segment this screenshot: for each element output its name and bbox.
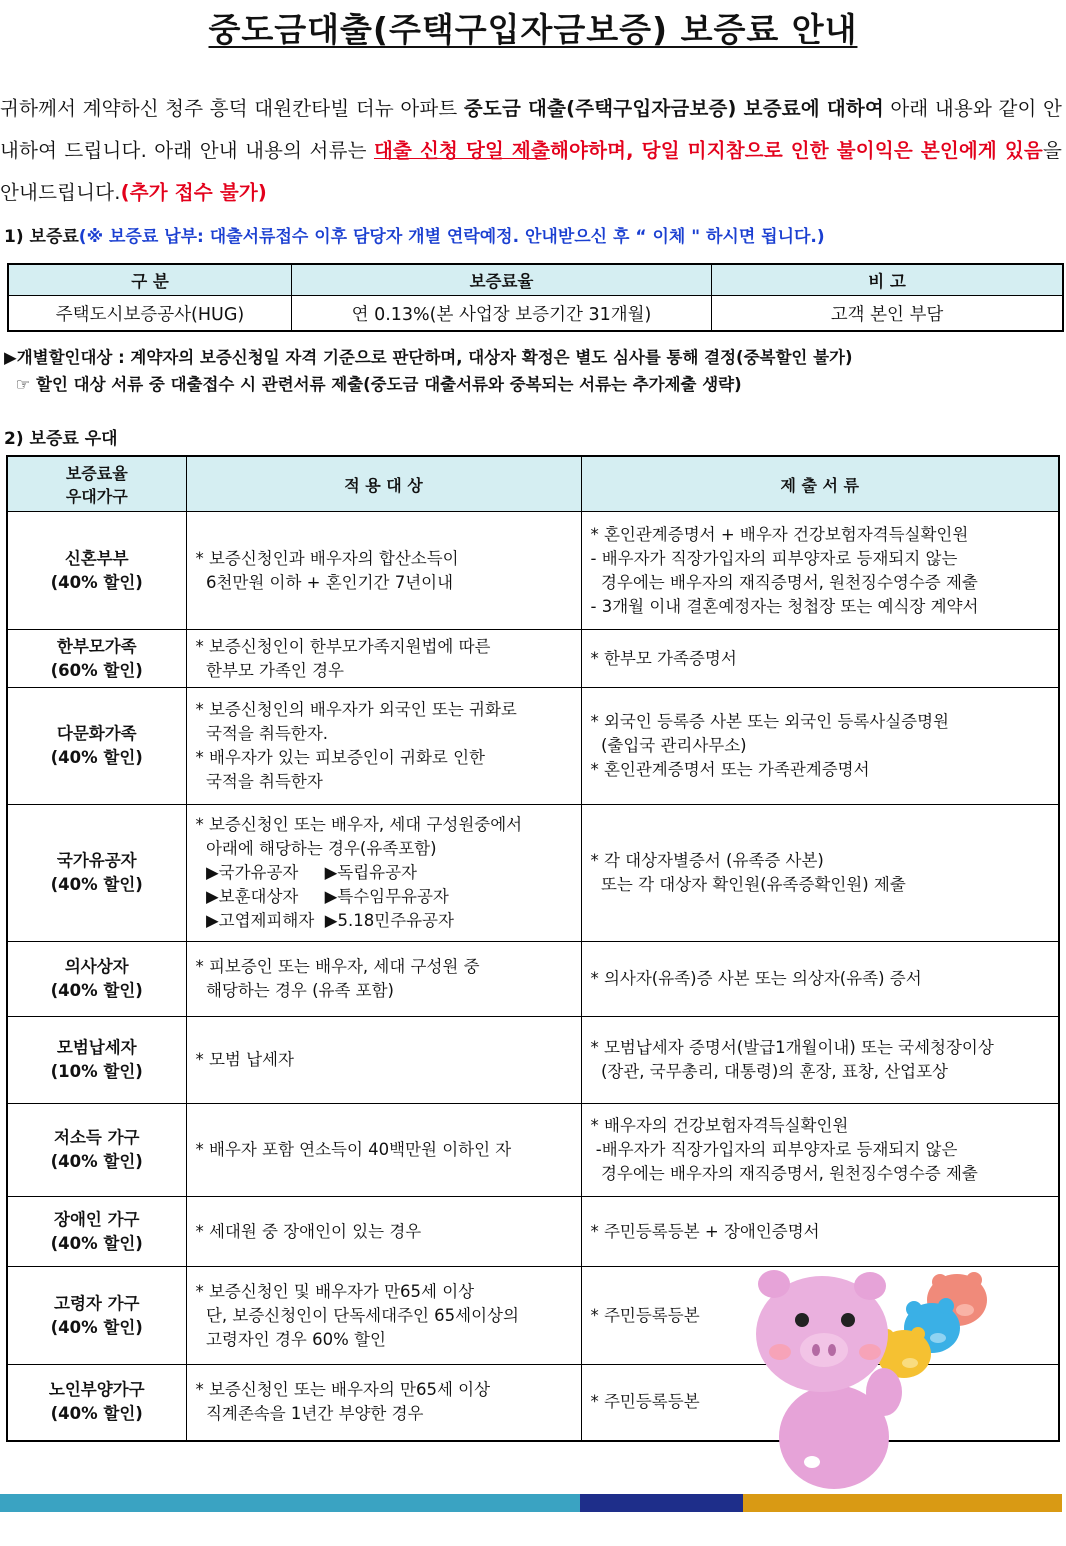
docs-cell: * 한부모 가족증명서 (581, 630, 1059, 688)
table-row (7, 630, 1059, 688)
docs-cell: * 외국인 등록증 사본 또는 외국인 등록사실증명원 (출입국 관리사무소) * 혼인관계증명서 또는 가족관계증명서 (581, 688, 1059, 805)
target-cell: * 보증신청인이 한부모가족지원법에 따른 한부모 가족인 경우 (186, 630, 581, 688)
docs-cell: * 의사자(유족)증 사본 또는 의상자(유족) 증서 (581, 942, 1059, 1017)
group-cell: 신혼부부 (40% 할인) (7, 512, 186, 630)
target-cell: * 보증신청인 또는 배우자, 세대 구성원중에서 아래에 해당하는 경우(유족포함) ▶국가유공자 ▶독립유공자 ▶보훈대상자 ▶특수임무유공자 ▶고엽제피해자 ▶5.18민주유공자 (186, 805, 581, 942)
section-1-heading: 1) 보증료(※ 보증료 납부: 대출서류접수 이후 담당자 개별 연락예정. 안내받으신 후 “ 이체 " 하시면 됩니다.) (4, 227, 825, 247)
table-row (7, 1197, 1059, 1267)
target-cell: * 보증신청인 및 배우자가 만65세 이상 단, 보증신청인이 단독세대주인 65세이상의 고령자인 경우 60% 할인 (186, 1267, 581, 1365)
fee-header: 구 분 (8, 264, 292, 296)
docs-cell: * 각 대상자별증서 (유족증 사본) 또는 각 대상자 확인원(유족증확인원) 제출 (581, 805, 1059, 942)
table-row (7, 805, 1059, 942)
target-cell: * 피보증인 또는 배우자, 세대 구성원 중 해당하는 경우 (유족 포함) (186, 942, 581, 1017)
table-row (7, 512, 1059, 630)
group-cell: 저소득 가구 (40% 할인) (7, 1104, 186, 1197)
docs-cell: * 배우자의 건강보험자격득실확인원 -배우자가 직장가입자의 피부양자로 등재되지 않은 경우에는 배우자의 재직증명서, 원천징수영수증 제출 (581, 1104, 1059, 1197)
page-title: 중도금대출(주택구입자금보증) 보증료 안내 (208, 10, 858, 49)
section-2-heading: 2) 보증료 우대 (4, 429, 118, 449)
group-cell: 한부모가족 (60% 할인) (7, 630, 186, 688)
target-cell: * 보증신청인 또는 배우자의 만65세 이상 직계존속을 1년간 부양한 경우 (186, 1365, 581, 1441)
fee-header: 비 고 (712, 264, 1064, 296)
fee-table (7, 263, 1064, 332)
group-cell: 다문화가족 (40% 할인) (7, 688, 186, 805)
pig-mascot-illustration (752, 1262, 1002, 1492)
benefit-header: 보증료율 우대가구 (7, 456, 186, 512)
benefit-header: 적 용 대 상 (186, 456, 581, 512)
group-cell: 의사상자 (40% 할인) (7, 942, 186, 1017)
table-row (7, 1017, 1059, 1104)
docs-cell: * 모범납세자 증명서(발급1개월이내) 또는 국세청장이상 (장관, 국무총리, 대통령)의 훈장, 표창, 산업포상 (581, 1017, 1059, 1104)
discount-note-sub: ☞ 할인 대상 서류 중 대출접수 시 관련서류 제출(중도금 대출서류와 중복되는 서류는 추가제출 생략) (4, 375, 742, 394)
intro-paragraph: 귀하께서 계약하신 청주 흥덕 대원칸타빌 더뉴 아파트 중도금 대출(주택구입자금보증) 보증료에 대하여 아래 내용와 같이 안내하여 드립니다. 아래 안내 내용의 서류는 대출 신청 당일 제출해야하며, 당일 미지참으로 인한 불이익은 본인에게 있음을 안내드립니다.(추가 접수 불가) (0, 97, 1063, 204)
discount-note: ▶개별할인대상 : 계약자의 보증신청일 자격 기준으로 판단하며, 대상자 확정은 별도 심사를 통해 결정(중복할인 불가) (4, 348, 853, 367)
table-row (7, 942, 1059, 1017)
group-cell: 장애인 가구 (40% 할인) (7, 1197, 186, 1267)
fee-cell: 연 0.13%(본 사업장 보증기간 31개월) (292, 296, 712, 332)
group-cell: 고령자 가구 (40% 할인) (7, 1267, 186, 1365)
table-row (7, 1104, 1059, 1197)
footer-bar-teal (0, 1494, 580, 1512)
docs-cell: * 주민등록등본 (581, 1365, 1059, 1441)
fee-cell: 고객 본인 부담 (712, 296, 1064, 332)
footer-bar-navy (580, 1494, 743, 1512)
target-cell: * 모범 납세자 (186, 1017, 581, 1104)
group-cell: 모범납세자 (10% 할인) (7, 1017, 186, 1104)
target-cell: * 배우자 포함 연소득이 40백만원 이하인 자 (186, 1104, 581, 1197)
docs-cell: * 혼인관계증명서 + 배우자 건강보험자격득실확인원 - 배우자가 직장가입자의 피부양자로 등재되지 않는 경우에는 배우자의 재직증명서, 원천징수영수증 제출 - 3개월 이내 결혼예정자는 청첩장 또는 예식장 계약서 (581, 512, 1059, 630)
fee-cell: 주택도시보증공사(HUG) (8, 296, 292, 332)
target-cell: * 보증신청인의 배우자가 외국인 또는 귀화로 국적을 취득한자. * 배우자가 있는 피보증인이 귀화로 인한 국적을 취득한자 (186, 688, 581, 805)
group-cell: 국가유공자 (40% 할인) (7, 805, 186, 942)
target-cell: * 세대원 중 장애인이 있는 경우 (186, 1197, 581, 1267)
table-row (7, 688, 1059, 805)
footer-bar-gold (743, 1494, 1062, 1512)
docs-cell: * 주민등록등본 (581, 1267, 1059, 1365)
fee-header: 보증료율 (292, 264, 712, 296)
target-cell: * 보증신청인과 배우자의 합산소득이 6천만원 이하 + 혼인기간 7년이내 (186, 512, 581, 630)
docs-cell: * 주민등록등본 + 장애인증명서 (581, 1197, 1059, 1267)
group-cell: 노인부양가구 (40% 할인) (7, 1365, 186, 1441)
benefit-header: 제 출 서 류 (581, 456, 1059, 512)
